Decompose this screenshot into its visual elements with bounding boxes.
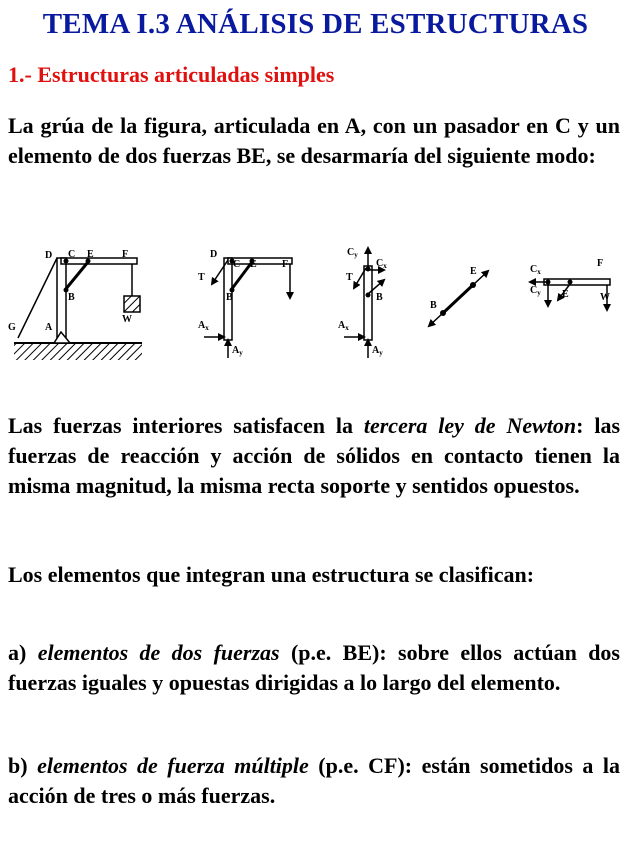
label-D: D	[45, 250, 53, 261]
crane-diagram	[0, 240, 631, 370]
svg-text:Ax: $A_x$	[198, 320, 209, 332]
label-A: A	[45, 322, 53, 333]
label-C: C	[68, 249, 76, 260]
svg-text:F: F	[282, 259, 289, 270]
svg-text:E: E	[250, 259, 257, 270]
svg-text:D: D	[210, 249, 218, 260]
two-force-term: elementos de dos fuerzas	[37, 640, 280, 665]
paragraph-classification: Los elementos que integran una estructura se clasifican:	[8, 562, 535, 587]
strut-BE	[65, 262, 88, 290]
mast	[57, 258, 66, 340]
svg-text:Cy: $C_y$	[347, 247, 358, 259]
paragraph-two-force-members: a) elementos de dos fuerzas (p.e. BE): sobre ellos actúan dos fuerzas iguales y opuestas dirigidas a lo largo del elemento.	[8, 640, 620, 695]
svg-text:Ay: $A_y$	[232, 345, 243, 357]
frame-free-body-figure	[198, 249, 292, 358]
svg-text:E: E	[562, 289, 569, 300]
svg-text:Cy: $C_y$	[530, 285, 541, 297]
svg-text:B: B	[226, 292, 233, 303]
paragraph-crane-intro: La grúa de la figura, articulada en A, con un pasador en C y un elemento de dos fuerzas BE, se desarmaría del siguiente modo:	[8, 113, 620, 168]
newton-law-term: tercera ley de Newton	[363, 413, 577, 438]
section-heading: 1.- Estructuras articuladas simples	[8, 62, 335, 87]
weight-W	[124, 296, 140, 312]
svg-text:W: W	[600, 292, 610, 303]
svg-text:T: T	[198, 272, 205, 283]
svg-text:Cx: $C_x$	[376, 258, 387, 270]
svg-text:B: B	[430, 300, 437, 311]
label-E: E	[87, 249, 94, 260]
member-BE-figure	[429, 266, 488, 326]
svg-text:Ax: $A_x$	[338, 320, 349, 332]
mast-free-body-figure	[338, 247, 387, 358]
paragraph-multi-force-members: b) elementos de fuerza múltiple (p.e. CF): están sometidos a la acción de tres o más fuerzas.	[8, 753, 621, 808]
crane-full-figure	[8, 249, 142, 360]
svg-text:T: T	[346, 272, 353, 283]
boom-CF-figure	[530, 258, 610, 310]
ground-hatch	[14, 343, 142, 360]
svg-text:Ay: $A_y$	[372, 345, 383, 357]
svg-text:B: B	[376, 292, 383, 303]
multi-force-term: elementos de fuerza múltiple	[37, 753, 309, 778]
paragraph-newton-law: Las fuerzas interiores satisfacen la tercera ley de Newton: las fuerzas de reacción y acción de sólidos en contacto tienen la misma magnitud, la misma recta soporte y sentidos opuestos.	[8, 413, 621, 498]
label-G: G	[8, 322, 16, 333]
label-F: F	[122, 249, 129, 260]
svg-text:E: E	[470, 266, 477, 277]
label-W: W	[122, 314, 132, 325]
label-B: B	[68, 292, 75, 303]
page-title: TEMA I.3 ANÁLISIS DE ESTRUCTURAS	[42, 8, 589, 40]
svg-text:F: F	[597, 258, 604, 269]
svg-text:C: C	[233, 259, 241, 270]
svg-text:Cx: $C_x$	[530, 264, 541, 276]
